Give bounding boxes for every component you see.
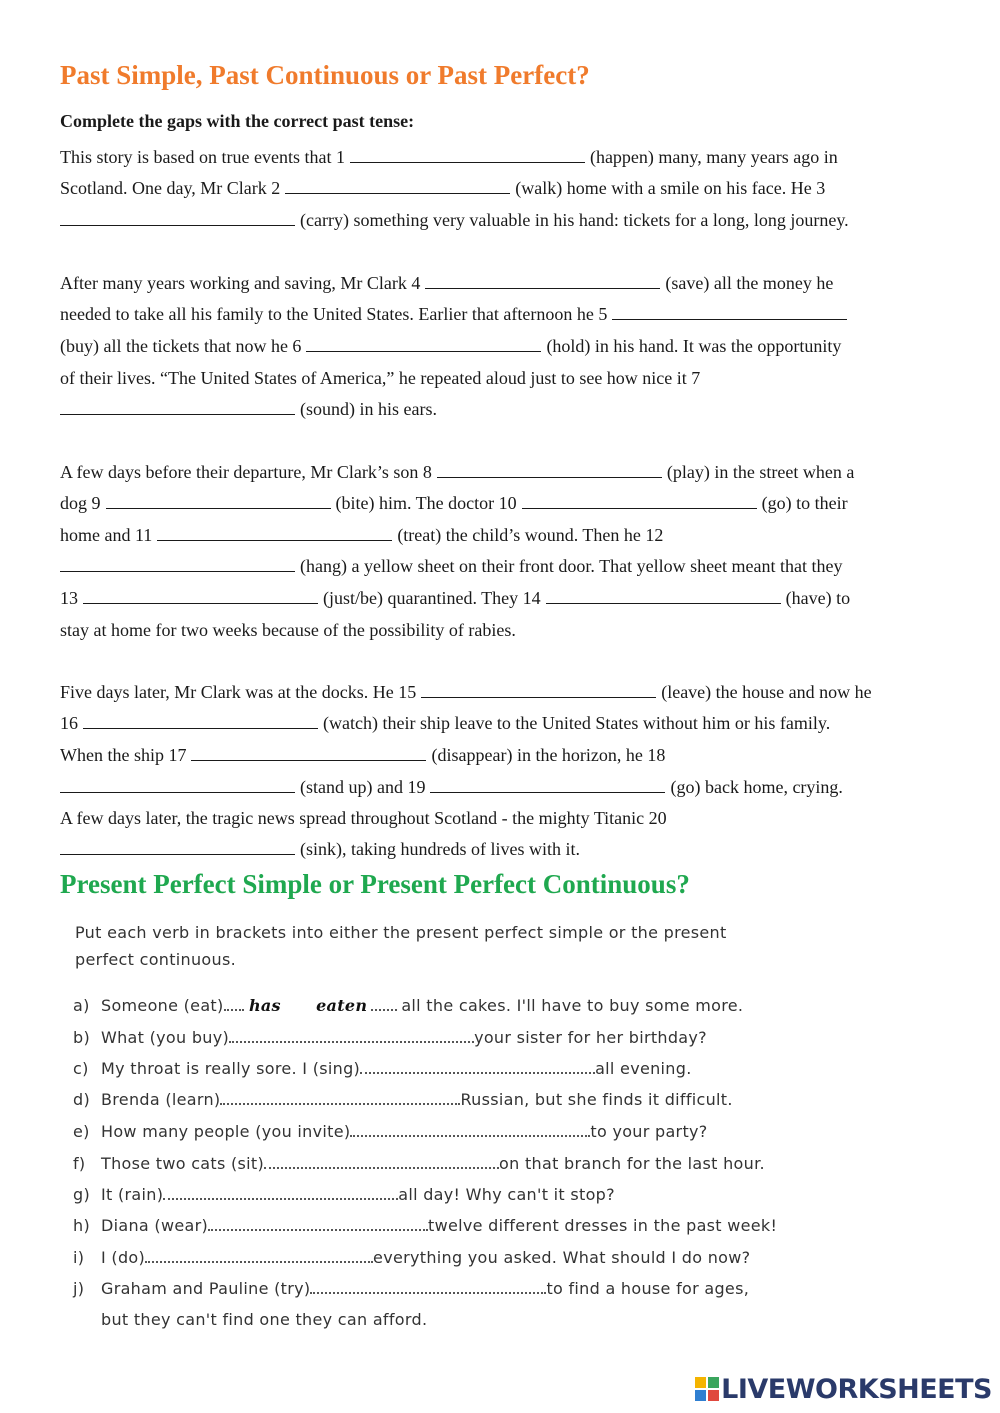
gap-input-10[interactable] bbox=[522, 492, 757, 509]
exercise-item-h bbox=[73, 1215, 777, 1236]
story-text: needed to take all his family to the United States. Earlier that afternoon he 5 bbox=[60, 304, 608, 324]
gap-input-11[interactable] bbox=[157, 524, 392, 541]
story-text: (sound) in his ears. bbox=[300, 399, 437, 419]
story-line bbox=[60, 744, 665, 766]
answer-input-c[interactable] bbox=[360, 1058, 595, 1074]
answer-input-g[interactable] bbox=[163, 1184, 398, 1200]
story-text: (bite) him. The doctor 10 bbox=[335, 493, 517, 513]
story-text: 16 bbox=[60, 713, 78, 733]
exercise-item-f bbox=[73, 1153, 765, 1174]
exercise-item-j bbox=[73, 1278, 749, 1299]
section2-instruction-line1: Put each verb in brackets into either the present perfect simple or the present bbox=[75, 923, 727, 942]
story-text: Scotland. One day, Mr Clark 2 bbox=[60, 178, 281, 198]
section1-title: Past Simple, Past Continuous or Past Perfect? bbox=[60, 60, 590, 90]
story-text: (go) back home, crying. bbox=[670, 777, 843, 797]
answer-input-f[interactable] bbox=[264, 1153, 499, 1169]
story-line bbox=[60, 272, 833, 294]
exercise-item-a bbox=[73, 995, 743, 1016]
story-text: (have) to bbox=[785, 588, 851, 608]
story-text: dog 9 bbox=[60, 493, 101, 513]
story-text: (stand up) and 19 bbox=[300, 777, 426, 797]
item-prompt: I (do) bbox=[101, 1248, 146, 1267]
story-text: (sink), taking hundreds of lives with it. bbox=[300, 839, 580, 859]
story-line bbox=[60, 838, 580, 860]
exercise-item-c bbox=[73, 1058, 692, 1079]
story-line bbox=[60, 776, 843, 798]
answer-input-b[interactable] bbox=[229, 1027, 474, 1043]
item-prompt: What (you buy) bbox=[101, 1028, 230, 1047]
item-label: g) bbox=[73, 1185, 90, 1204]
story-text: (buy) all the tickets that now he 6 bbox=[60, 336, 302, 356]
item-continuation: Russian, but she finds it difficult. bbox=[460, 1090, 733, 1109]
story-line bbox=[60, 524, 663, 546]
exercise-item-b bbox=[73, 1027, 707, 1048]
section1-instruction: Complete the gaps with the correct past tense: bbox=[60, 111, 415, 131]
story-line bbox=[60, 398, 437, 420]
story-text: (disappear) in the horizon, he 18 bbox=[431, 745, 666, 765]
answer-input-e[interactable] bbox=[350, 1121, 590, 1137]
item-prompt: Those two cats (sit) bbox=[101, 1154, 265, 1173]
item-prompt: How many people (you invite) bbox=[101, 1122, 351, 1141]
story-text: (just/be) quarantined. They 14 bbox=[323, 588, 541, 608]
exercise-item-i bbox=[73, 1247, 750, 1268]
gap-input-16[interactable] bbox=[83, 712, 318, 729]
gap-input-6[interactable] bbox=[306, 335, 541, 352]
section2-title: Present Perfect Simple or Present Perfect Continuous? bbox=[60, 869, 690, 899]
gap-input-12[interactable] bbox=[60, 555, 295, 572]
story-text: stay at home for two weeks because of the possibility of rabies. bbox=[60, 620, 516, 640]
gap-input-9[interactable] bbox=[106, 492, 331, 509]
story-text: (hold) in his hand. It was the opportunity bbox=[546, 336, 842, 356]
item-prompt: It (rain) bbox=[101, 1185, 164, 1204]
exercise-item-e bbox=[73, 1121, 708, 1142]
item-label: d) bbox=[73, 1090, 90, 1109]
story-line bbox=[60, 807, 667, 829]
story-line bbox=[60, 461, 854, 483]
item-continuation: to your party? bbox=[590, 1122, 708, 1141]
gap-input-2[interactable] bbox=[285, 177, 510, 194]
gap-input-18[interactable] bbox=[60, 776, 295, 793]
story-line bbox=[60, 492, 848, 514]
story-text: (watch) their ship leave to the United States without him or his family. bbox=[323, 713, 831, 733]
story-text: (go) to their bbox=[761, 493, 848, 513]
exercise-item-j-continuation: but they can't find one they can afford. bbox=[101, 1310, 428, 1329]
story-line bbox=[60, 335, 841, 357]
dotted-line bbox=[224, 995, 244, 1011]
gap-input-14[interactable] bbox=[546, 587, 781, 604]
gap-input-4[interactable] bbox=[425, 272, 660, 289]
item-label: f) bbox=[73, 1154, 86, 1173]
story-text: (carry) something very valuable in his hand: tickets for a long, long journey. bbox=[300, 210, 849, 230]
story-line bbox=[60, 209, 849, 231]
item-label: i) bbox=[73, 1248, 85, 1267]
item-continuation: on that branch for the last hour. bbox=[499, 1154, 765, 1173]
answer-input-a[interactable]: has eaten bbox=[248, 996, 368, 1015]
liveworksheets-logo bbox=[695, 1373, 992, 1405]
answer-input-i[interactable] bbox=[145, 1247, 373, 1263]
story-line bbox=[60, 587, 850, 609]
item-continuation: all day! Why can't it stop? bbox=[398, 1185, 615, 1204]
item-label: j) bbox=[73, 1279, 85, 1298]
item-prompt: My throat is really sore. I (sing) bbox=[101, 1059, 361, 1078]
gap-input-17[interactable] bbox=[191, 744, 426, 761]
exercise-item-g bbox=[73, 1184, 615, 1205]
item-label: a) bbox=[73, 996, 90, 1015]
story-text: (treat) the child’s wound. Then he 12 bbox=[397, 525, 664, 545]
story-line bbox=[60, 712, 830, 734]
story-text: (walk) home with a smile on his face. He 3 bbox=[515, 178, 826, 198]
story-text: (hang) a yellow sheet on their front door. That yellow sheet meant that they bbox=[300, 556, 843, 576]
story-text: home and 11 bbox=[60, 525, 153, 545]
item-continuation: everything you asked. What should I do now? bbox=[373, 1248, 751, 1267]
gap-input-5[interactable] bbox=[612, 303, 847, 320]
answer-input-j[interactable] bbox=[310, 1278, 546, 1294]
item-continuation: to find a house for ages, bbox=[546, 1279, 750, 1298]
story-line bbox=[60, 681, 872, 703]
exercise-item-d bbox=[73, 1089, 733, 1110]
gap-input-3[interactable] bbox=[60, 209, 295, 226]
item-label: c) bbox=[73, 1059, 89, 1078]
gap-input-1[interactable] bbox=[350, 146, 585, 163]
item-continuation: all evening. bbox=[595, 1059, 692, 1078]
item-prompt: Brenda (learn) bbox=[101, 1090, 221, 1109]
story-text: (play) in the street when a bbox=[666, 462, 855, 482]
story-text: This story is based on true events that 1 bbox=[60, 147, 345, 167]
story-line bbox=[60, 555, 843, 577]
gap-input-15[interactable] bbox=[421, 681, 656, 698]
item-label: e) bbox=[73, 1122, 90, 1141]
answer-input-d[interactable] bbox=[220, 1089, 460, 1105]
gap-input-13[interactable] bbox=[83, 587, 318, 604]
liveworksheets-brand-text: LIVEWORKSHEETS bbox=[721, 1373, 992, 1405]
story-text: (leave) the house and now he bbox=[661, 682, 872, 702]
item-continuation: twelve different dresses in the past week! bbox=[428, 1216, 778, 1235]
item-prompt: Diana (wear) bbox=[101, 1216, 208, 1235]
gap-input-19[interactable] bbox=[430, 776, 665, 793]
story-line bbox=[60, 303, 852, 325]
story-text: (save) all the money he bbox=[665, 273, 834, 293]
story-text: When the ship 17 bbox=[60, 745, 187, 765]
story-text: of their lives. “The United States of America,” he repeated aloud just to see how nice it 7 bbox=[60, 368, 701, 388]
item-label: b) bbox=[73, 1028, 90, 1047]
story-text: 13 bbox=[60, 588, 78, 608]
story-line bbox=[60, 367, 700, 389]
story-line bbox=[60, 619, 516, 641]
story-text: After many years working and saving, Mr Clark 4 bbox=[60, 273, 421, 293]
story-text: (happen) many, many years ago in bbox=[589, 147, 838, 167]
story-text: Five days later, Mr Clark was at the docks. He 15 bbox=[60, 682, 417, 702]
gap-input-20[interactable] bbox=[60, 838, 295, 855]
story-line bbox=[60, 146, 838, 168]
dotted-line bbox=[371, 995, 397, 1011]
item-prompt: Graham and Pauline (try) bbox=[101, 1279, 311, 1298]
story-text: A few days before their departure, Mr Clark’s son 8 bbox=[60, 462, 432, 482]
gap-input-8[interactable] bbox=[437, 461, 662, 478]
gap-input-7[interactable] bbox=[60, 398, 295, 415]
item-prompt: Someone (eat) bbox=[101, 996, 224, 1015]
section2-instruction-line2: perfect continuous. bbox=[75, 950, 236, 969]
story-text: A few days later, the tragic news spread throughout Scotland - the mighty Titanic 20 bbox=[60, 808, 667, 828]
item-continuation: all the cakes. I'll have to buy some more. bbox=[401, 996, 744, 1015]
answer-input-h[interactable] bbox=[208, 1215, 428, 1231]
item-continuation: your sister for her birthday? bbox=[474, 1028, 707, 1047]
liveworksheets-logo-icon bbox=[695, 1377, 719, 1401]
story-line bbox=[60, 177, 825, 199]
item-label: h) bbox=[73, 1216, 90, 1235]
